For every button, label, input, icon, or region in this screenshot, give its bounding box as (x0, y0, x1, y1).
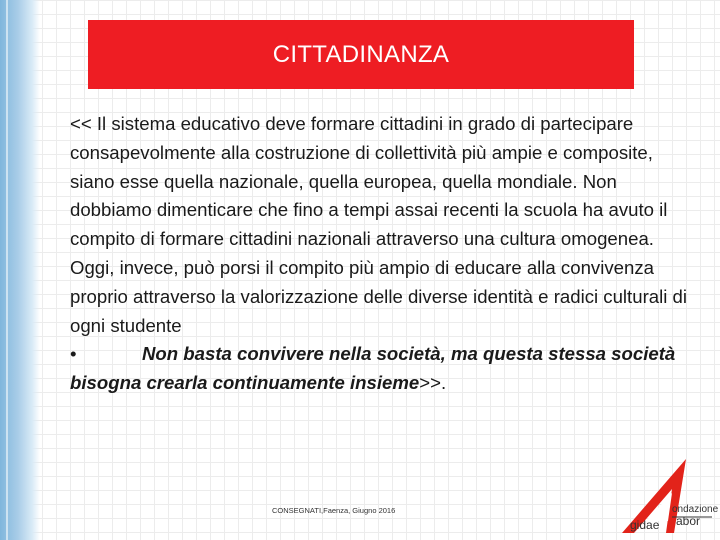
left-decorative-strip (0, 0, 40, 540)
title-banner (88, 20, 634, 89)
slide-title: CITTADINANZA (272, 40, 450, 68)
body-text (70, 110, 690, 398)
footer-text: CONSEGNATI,Faenza, Giugno 2016 (272, 506, 396, 515)
bullet-suffix: >>. (419, 372, 447, 394)
bullet-symbol: • (70, 343, 77, 365)
bullet-emphasis: Non basta convivere nella società, ma questa stessa società bisogna crearla continuamente insieme (70, 343, 676, 394)
logo-text-abor: abor (676, 514, 701, 528)
bullet-line (70, 340, 690, 398)
logo-text-ondazione: ondazione (672, 504, 719, 515)
quote-paragraph: << Il sistema educativo deve formare cittadini in grado di partecipare consapevolmente alla costruzione di collettività più ampie e composite, siano esse quella nazionale, quella europea, quella mondiale. Non dobbiamo dimenticare che fino a tempi assai recenti la scuola ha avuto il compito di formare cittadini nazionali attraverso una cultura omogenea. Oggi, invece, può porsi il compito più ampio di educare alla convivenza proprio attraverso la valorizzazione delle diverse identità e radici culturali di ogni studente (70, 113, 687, 336)
logo-text-gidae: gidae (630, 518, 660, 532)
